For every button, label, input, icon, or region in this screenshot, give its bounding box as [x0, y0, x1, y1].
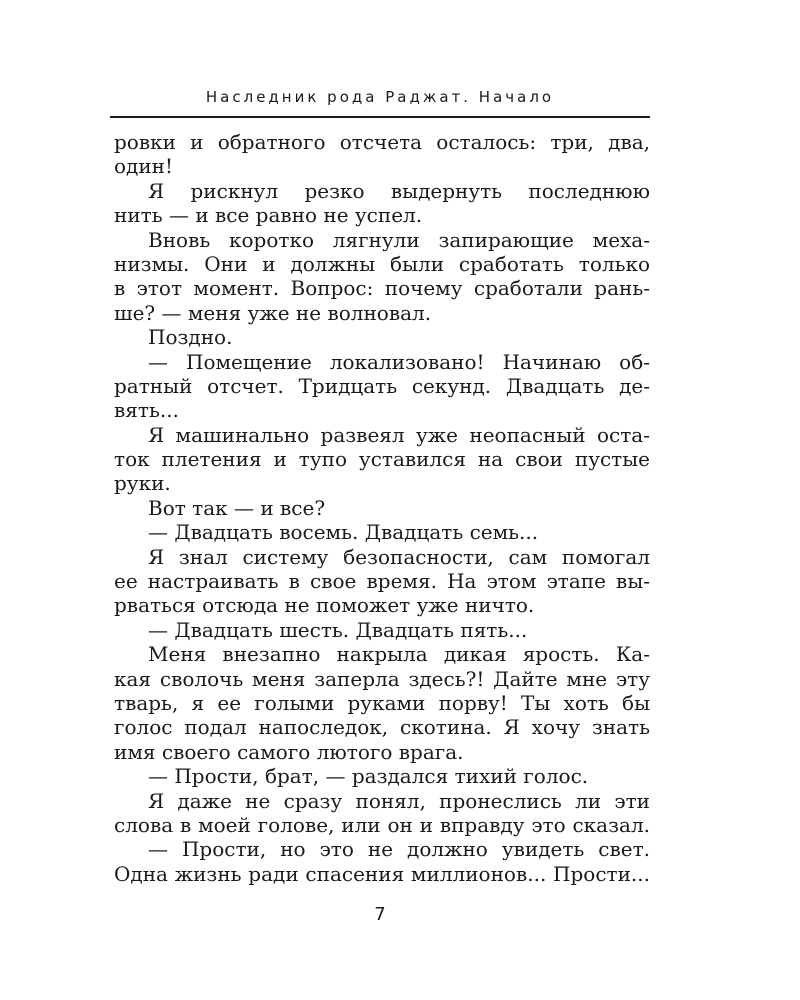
text-line: ше? — меня уже не волновал.: [114, 300, 432, 325]
page-number: 7: [374, 904, 386, 925]
text-line: низмы. Они и должны были сработать только: [114, 251, 650, 276]
text-line: Я рискнул резко выдернуть последнюю: [148, 178, 650, 203]
text-line: имя своего самого лютого врага.: [114, 739, 464, 764]
text-line: рваться отсюда не поможет уже ничто.: [114, 593, 535, 618]
text-line: Вновь коротко лягнули запирающие меха-: [148, 227, 650, 252]
text-line: вять...: [114, 398, 179, 423]
text-line: кая сволочь меня заперла здесь?! Дайте мне эту: [114, 666, 650, 691]
text-line: ток плетения и тупо уставился на свои пустые: [114, 447, 650, 472]
text-line: в этот момент. Вопрос: почему сработали рань-: [114, 276, 650, 301]
text-line: руки.: [114, 471, 171, 496]
text-line: Я знал систему безопасности, сам помогал: [148, 544, 650, 569]
text-line: один!: [114, 154, 174, 179]
body-text: [114, 130, 650, 886]
text-line: Я даже не сразу понял, пронеслись ли эти: [148, 788, 650, 813]
text-line: Поздно.: [148, 325, 233, 350]
text-line: — Прости, брат, — раздался тихий голос.: [148, 764, 589, 789]
text-line: ее настраивать в свое время. На этом этапе вы-: [114, 569, 650, 594]
text-line: тварь, я ее голыми руками порву! Ты хоть бы: [114, 690, 650, 715]
text-line: — Помещение локализовано! Начинаю об-: [148, 349, 650, 374]
text-line: слова в моей голове, или он и вправду это сказал.: [114, 812, 650, 837]
text-line: голос подал напоследок, скотина. Я хочу знать: [114, 715, 650, 740]
text-line: Я машинально развеял уже неопасный оста-: [148, 422, 650, 447]
text-line: Одна жизнь ради спасения миллионов... Прости...: [114, 861, 650, 886]
text-line: ратный отсчет. Тридцать секунд. Двадцать де-: [114, 373, 650, 398]
text-line: — Двадцать восемь. Двадцать семь...: [148, 520, 539, 545]
running-head-title: Наследник рода Раджат. Начало: [205, 88, 555, 106]
text-line: ровки и обратного отсчета осталось: три, два,: [114, 130, 650, 154]
text-line: — Прости, но это не должно увидеть свет.: [148, 837, 650, 862]
text-line: Вот так — и все?: [148, 495, 326, 520]
header-rule: [110, 116, 650, 118]
text-line: Меня внезапно накрыла дикая ярость. Ка-: [148, 642, 650, 667]
text-line: нить — и все равно не успел.: [114, 203, 423, 228]
text-line: — Двадцать шесть. Двадцать пять...: [148, 617, 528, 642]
